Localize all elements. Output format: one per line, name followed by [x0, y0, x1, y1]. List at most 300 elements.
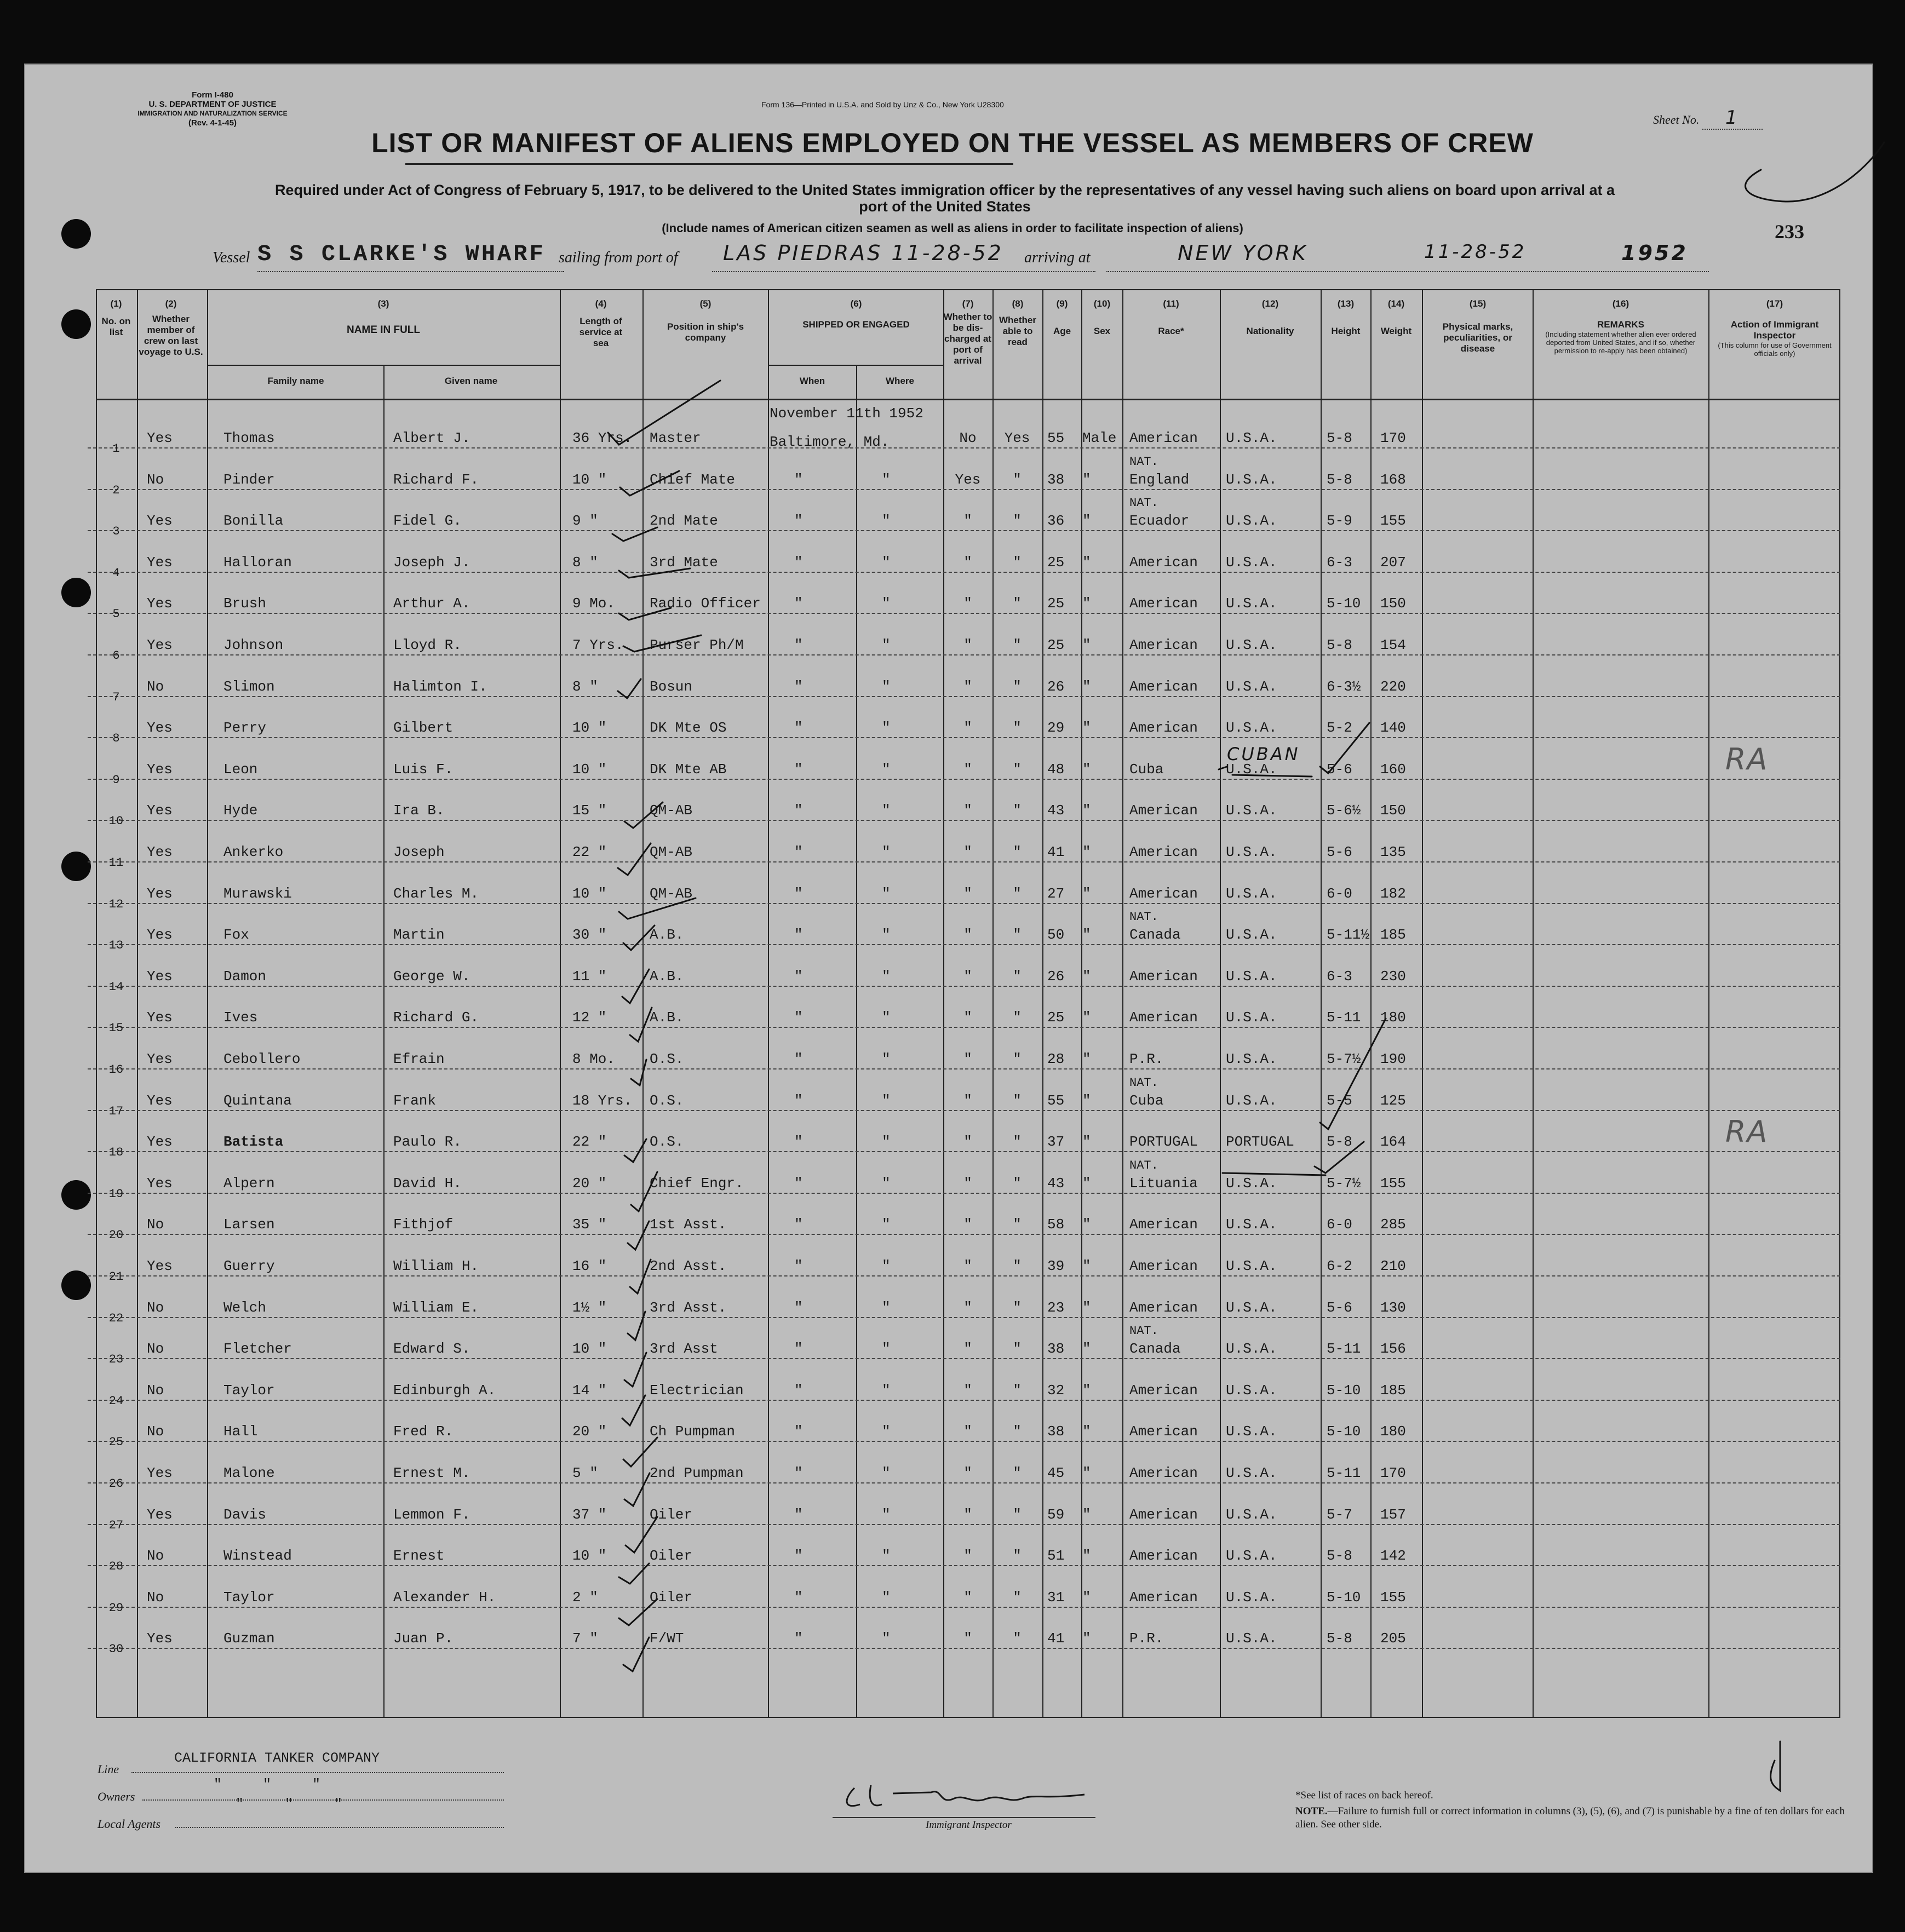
family-name-cell: Slimon — [223, 678, 275, 695]
when-cell: " — [794, 471, 803, 488]
when-cell: " — [794, 1630, 803, 1647]
discharge-cell: " — [963, 554, 972, 571]
read-cell: " — [1013, 1382, 1022, 1399]
read-cell: " — [1013, 927, 1022, 944]
weight-cell: 207 — [1380, 554, 1406, 571]
service-cell: 35 " — [572, 1216, 607, 1233]
nationality-cell: U.S.A. — [1226, 513, 1277, 530]
table-rule — [1122, 289, 1123, 1717]
where-cell: " — [882, 1134, 891, 1151]
row-number: 3 — [112, 525, 120, 539]
age-cell: 58 — [1047, 1216, 1065, 1233]
nationality-cell: U.S.A. — [1226, 430, 1277, 446]
col-num: (8) — [1012, 298, 1024, 309]
height-cell: 6-3½ — [1327, 678, 1361, 695]
read-cell: " — [1013, 1341, 1022, 1358]
read-cell: " — [1013, 513, 1022, 530]
age-cell: 23 — [1047, 1299, 1065, 1316]
prev-cell: Yes — [147, 761, 173, 778]
age-cell: 25 — [1047, 595, 1065, 612]
prev-cell: No — [147, 1382, 164, 1399]
race-cell: American — [1129, 1009, 1198, 1026]
table-rule — [1422, 289, 1423, 1717]
row-number: 17 — [108, 1104, 124, 1118]
position-cell: O.S. — [650, 1134, 684, 1151]
family-name-cell: Cebollero — [223, 1051, 301, 1067]
prev-cell: Yes — [147, 1258, 173, 1274]
height-cell: 5-2 — [1327, 720, 1352, 737]
discharge-cell: " — [963, 678, 972, 695]
nationality-cell: U.S.A. — [1226, 927, 1277, 944]
position-cell: QM-AB — [650, 844, 693, 860]
sex-cell: Male — [1082, 430, 1117, 446]
race-cell: American — [1129, 1465, 1198, 1481]
race-cell: Cuba — [1129, 1092, 1164, 1109]
subtitle — [110, 182, 1780, 215]
sex-cell: " — [1082, 1630, 1091, 1647]
sex-cell: " — [1082, 1548, 1091, 1565]
table-rule — [96, 289, 97, 1717]
position-cell: 2nd Mate — [650, 513, 718, 530]
table-rule — [207, 365, 560, 366]
read-cell: " — [1013, 637, 1022, 653]
weight-cell: 154 — [1380, 637, 1406, 653]
given-name-cell: William H. — [393, 1258, 479, 1274]
family-name-cell: Guzman — [223, 1630, 275, 1647]
owners-label: Owners — [97, 1790, 135, 1803]
service-cell: 36 Yrs. — [572, 430, 633, 446]
race-cell: American — [1129, 1548, 1198, 1565]
col-label: SHIPPED OR ENGAGED — [802, 319, 910, 330]
age-cell: 26 — [1047, 678, 1065, 695]
row-rule — [88, 1317, 1840, 1318]
read-cell: " — [1013, 885, 1022, 902]
read-cell: " — [1013, 1423, 1022, 1440]
prev-cell: No — [147, 1423, 164, 1440]
row-number: 30 — [108, 1642, 124, 1657]
family-name-cell: Hyde — [223, 802, 258, 819]
col-num: (15) — [1469, 298, 1487, 309]
discharge-cell: " — [963, 1134, 972, 1151]
row-number: 16 — [108, 1063, 124, 1077]
read-cell: " — [1013, 1548, 1022, 1565]
position-cell: A.B. — [650, 1009, 684, 1026]
col-num: (14) — [1387, 298, 1405, 309]
subtitle-line-2: port of the United States — [859, 198, 1031, 215]
discharge-cell: " — [963, 1051, 972, 1067]
discharge-cell: " — [963, 1589, 972, 1606]
sex-cell: " — [1082, 1506, 1091, 1523]
row-number: 15 — [108, 1021, 124, 1036]
read-cell: " — [1013, 802, 1022, 819]
given-name-cell: Fred R. — [393, 1423, 454, 1440]
punch-hole — [61, 309, 91, 339]
height-cell: 5-11 — [1327, 1341, 1361, 1358]
given-name-cell: Martin — [393, 927, 445, 944]
title-underline — [405, 163, 1013, 165]
col-num: (13) — [1337, 298, 1355, 309]
row-rule — [88, 1565, 1840, 1566]
age-cell: 41 — [1047, 1630, 1065, 1647]
service-cell: 9 Mo. — [572, 595, 616, 612]
age-cell: 28 — [1047, 1051, 1065, 1067]
position-cell: QM-AB — [650, 885, 693, 902]
prev-cell: Yes — [147, 1009, 173, 1026]
col-label: Position in ship's company — [667, 321, 744, 343]
sex-cell: " — [1082, 1092, 1091, 1109]
where-cell: " — [882, 1465, 891, 1481]
race-cell: American — [1129, 1423, 1198, 1440]
age-cell: 32 — [1047, 1382, 1065, 1399]
sex-cell: " — [1082, 1216, 1091, 1233]
vessel-label: Vessel — [213, 249, 250, 266]
given-name-cell: Fithjof — [393, 1216, 454, 1233]
col7-header — [943, 298, 992, 366]
col-label: Physical marks, peculiarities, or disease — [1442, 321, 1513, 354]
weight-cell: 170 — [1380, 1465, 1406, 1481]
col4-header — [560, 298, 642, 349]
when-cell: " — [794, 1423, 803, 1440]
height-cell: 5-11 — [1327, 1465, 1361, 1481]
col14-header — [1371, 298, 1421, 337]
col6-header — [768, 298, 944, 330]
height-cell: 5-7½ — [1327, 1051, 1361, 1067]
service-cell: 20 " — [572, 1175, 607, 1192]
age-cell: 43 — [1047, 1175, 1065, 1192]
given-name-cell: Fidel G. — [393, 513, 462, 530]
given-name-cell: Gilbert — [393, 720, 454, 737]
row-rule — [88, 447, 1840, 449]
weight-cell: 157 — [1380, 1506, 1406, 1523]
penalty-note — [1295, 1805, 1849, 1831]
position-cell: A.B. — [650, 968, 684, 985]
row-rule — [88, 654, 1840, 656]
service-cell: 18 Yrs. — [572, 1092, 633, 1109]
nationality-cell: PORTUGAL — [1226, 1134, 1294, 1151]
where-cell: " — [882, 802, 891, 819]
col-label: Whether to be dis-charged at port of arrival — [943, 312, 992, 366]
note-label: NOTE. — [1295, 1806, 1328, 1817]
service-cell: 10 " — [572, 720, 607, 737]
inspector-underline — [833, 1817, 1095, 1818]
row-rule — [88, 489, 1840, 490]
given-name-cell: Arthur A. — [393, 595, 470, 612]
prev-cell: Yes — [147, 1051, 173, 1067]
read-cell: " — [1013, 595, 1022, 612]
table-rule — [560, 289, 561, 1717]
position-cell: Oiler — [650, 1548, 693, 1565]
when-cell: " — [794, 1009, 803, 1026]
given-name-cell: Edward S. — [393, 1341, 470, 1358]
race-prefix: NAT. — [1129, 455, 1158, 469]
row-rule — [88, 613, 1840, 614]
row-rule — [88, 779, 1840, 780]
where-cell: " — [882, 1589, 891, 1606]
weight-cell: 135 — [1380, 844, 1406, 860]
read-cell: " — [1013, 1589, 1022, 1606]
service-cell: 22 " — [572, 1134, 607, 1151]
col3-header — [208, 298, 559, 336]
when-cell: " — [794, 554, 803, 571]
col-num: (7) — [962, 298, 974, 309]
col-label: Height — [1331, 326, 1361, 336]
note-text: —Failure to furnish full or correct information in columns (3), (5), (6), and (7) is punishable by a fine of ten dollars for each alien. See other side. — [1295, 1806, 1845, 1830]
read-cell: " — [1013, 678, 1022, 695]
height-cell: 5-10 — [1327, 1423, 1361, 1440]
given-name-cell: Charles M. — [393, 885, 479, 902]
col-num: (17) — [1766, 298, 1783, 309]
family-name-cell: Davis — [223, 1506, 267, 1523]
prev-cell: Yes — [147, 802, 173, 819]
races-note: *See list of races on back hereof. — [1295, 1790, 1433, 1801]
race-cell: American — [1129, 1589, 1198, 1606]
read-cell: " — [1013, 761, 1022, 778]
agents-value: " " " — [236, 1796, 343, 1812]
col-label: No. on list — [101, 316, 131, 337]
read-cell: " — [1013, 554, 1022, 571]
service-cell: 7 " — [572, 1630, 598, 1647]
weight-cell: 285 — [1380, 1216, 1406, 1233]
prev-cell: Yes — [147, 885, 173, 902]
where-header: Where — [886, 376, 914, 386]
col-label: Race* — [1158, 326, 1184, 336]
row-rule — [88, 820, 1840, 821]
row-number: 7 — [112, 690, 120, 704]
nationality-cell: U.S.A. — [1226, 1092, 1277, 1109]
position-cell: 2nd Pumpman — [650, 1465, 744, 1481]
height-cell: 5-8 — [1327, 1134, 1352, 1151]
owners-value: " " " — [214, 1776, 321, 1792]
family-name-cell: Fletcher — [223, 1341, 292, 1358]
row-number: 9 — [112, 773, 120, 787]
weight-cell: 125 — [1380, 1092, 1406, 1109]
table-rule — [1220, 289, 1221, 1717]
stamp-number: 233 — [1775, 221, 1804, 243]
table-rule — [1533, 289, 1534, 1717]
col1-header — [96, 298, 136, 338]
position-cell: 2nd Asst. — [650, 1258, 727, 1274]
col5-header — [644, 298, 767, 343]
service-cell: 12 " — [572, 1009, 607, 1026]
discharge-cell: " — [963, 1009, 972, 1026]
nationality-cell: U.S.A. — [1226, 968, 1277, 985]
family-name-cell: Taylor — [223, 1589, 275, 1606]
row-number: 14 — [108, 980, 124, 994]
table-rule — [992, 289, 994, 1717]
row-number: 25 — [108, 1435, 124, 1450]
nationality-cell: U.S.A. — [1226, 1589, 1277, 1606]
service-cell: 10 " — [572, 1341, 607, 1358]
col-label: REMARKS — [1597, 319, 1644, 330]
position-cell: Radio Officer — [650, 595, 761, 612]
height-cell: 5-10 — [1327, 595, 1361, 612]
col11-header — [1123, 298, 1219, 337]
discharge-cell: " — [963, 513, 972, 530]
sex-cell: " — [1082, 1051, 1091, 1067]
position-cell: Ch Pumpman — [650, 1423, 736, 1440]
row-rule — [88, 1400, 1840, 1401]
position-cell: DK Mte AB — [650, 761, 727, 778]
col-note: (This column for use of Government officials only) — [1718, 341, 1832, 358]
department: U. S. DEPARTMENT OF JUSTICE — [148, 100, 277, 109]
weight-cell: 155 — [1380, 1589, 1406, 1606]
weight-cell: 160 — [1380, 761, 1406, 778]
family-name-cell: Ives — [223, 1009, 258, 1026]
weight-cell: 155 — [1380, 1175, 1406, 1192]
age-cell: 43 — [1047, 802, 1065, 819]
read-cell: " — [1013, 1299, 1022, 1316]
discharge-cell: " — [963, 844, 972, 860]
family-name-cell: Thomas — [223, 430, 275, 446]
table-rule — [1839, 289, 1840, 1717]
read-cell: " — [1013, 720, 1022, 737]
height-cell: 5-8 — [1327, 430, 1352, 446]
nationality-cell: U.S.A. — [1226, 1548, 1277, 1565]
prev-cell: Yes — [147, 1175, 173, 1192]
service-cell: 10 " — [572, 885, 607, 902]
discharge-cell: " — [963, 1175, 972, 1192]
where-cell: " — [882, 1382, 891, 1399]
where-cell: " — [882, 1051, 891, 1067]
given-name-cell: William E. — [393, 1299, 479, 1316]
when-cell: " — [794, 1258, 803, 1274]
table-rule — [137, 289, 138, 1717]
col-num: (3) — [377, 298, 389, 309]
row-number: 21 — [108, 1270, 124, 1284]
line-underline — [131, 1772, 504, 1773]
when-cell: " — [794, 1548, 803, 1565]
family-name-cell: Leon — [223, 761, 258, 778]
sex-cell: " — [1082, 1382, 1091, 1399]
given-name-header: Given name — [444, 376, 498, 386]
weight-cell: 170 — [1380, 430, 1406, 446]
family-name-cell: Quintana — [223, 1092, 292, 1109]
col10-header — [1082, 298, 1122, 337]
agents-label: Local Agents — [97, 1817, 161, 1831]
service-cell: 2 " — [572, 1589, 598, 1606]
when-cell: " — [794, 1506, 803, 1523]
nationality-cell: U.S.A. — [1226, 1382, 1277, 1399]
discharge-cell: " — [963, 720, 972, 737]
given-name-cell: Lemmon F. — [393, 1506, 470, 1523]
service-cell: 8 Mo. — [572, 1051, 616, 1067]
where-cell: " — [882, 1258, 891, 1274]
age-cell: 41 — [1047, 844, 1065, 860]
row-number: 29 — [108, 1601, 124, 1615]
row-number: 19 — [108, 1187, 124, 1201]
race-prefix: NAT. — [1129, 496, 1158, 510]
nationality-cell: U.S.A. — [1226, 1299, 1277, 1316]
position-cell: Oiler — [650, 1506, 693, 1523]
read-cell: " — [1013, 1134, 1022, 1151]
age-cell: 38 — [1047, 471, 1065, 488]
family-name-cell: Damon — [223, 968, 267, 985]
nationality-cell: U.S.A. — [1226, 802, 1277, 819]
table-rule — [96, 399, 1840, 400]
family-name-cell: Halloran — [223, 554, 292, 571]
service-cell: 10 " — [572, 761, 607, 778]
col-num: (2) — [165, 298, 177, 309]
family-name-cell: Hall — [223, 1423, 258, 1440]
discharge-cell: " — [963, 968, 972, 985]
given-name-cell: Joseph — [393, 844, 445, 860]
read-cell: " — [1013, 1506, 1022, 1523]
race-cell: American — [1129, 720, 1198, 737]
height-cell: 6-3 — [1327, 554, 1352, 571]
col-label: Action of Immigrant Inspector — [1730, 319, 1819, 341]
race-cell: American — [1129, 595, 1198, 612]
sex-cell: " — [1082, 1134, 1091, 1151]
col-label: NAME IN FULL — [346, 324, 421, 336]
where-cell: " — [882, 637, 891, 653]
where-cell: " — [882, 1548, 891, 1565]
col-num: (5) — [699, 298, 711, 309]
col9-header — [1043, 298, 1081, 337]
height-cell: 5-6 — [1327, 761, 1352, 778]
row-rule — [88, 696, 1840, 697]
age-cell: 55 — [1047, 1092, 1065, 1109]
where-cell: " — [882, 1299, 891, 1316]
col-num: (4) — [595, 298, 607, 309]
weight-cell: 155 — [1380, 513, 1406, 530]
col-num: (16) — [1612, 298, 1629, 309]
col-num: (10) — [1093, 298, 1111, 309]
age-cell: 37 — [1047, 1134, 1065, 1151]
row-number: 13 — [108, 939, 124, 953]
weight-cell: 190 — [1380, 1051, 1406, 1067]
nationality-cell: U.S.A. — [1226, 1630, 1277, 1647]
where-cell: " — [882, 1216, 891, 1233]
position-cell: Bosun — [650, 678, 693, 695]
given-name-cell: Richard F. — [393, 471, 479, 488]
row-rule — [88, 1358, 1840, 1359]
nationality-cell: U.S.A. — [1226, 1216, 1277, 1233]
row-rule — [88, 1648, 1840, 1649]
nationality-cell: U.S.A. — [1226, 885, 1277, 902]
given-name-cell: Lloyd R. — [393, 637, 462, 653]
row-rule — [88, 903, 1840, 904]
race-cell: P.R. — [1129, 1630, 1164, 1647]
weight-cell: 220 — [1380, 678, 1406, 695]
prev-cell: No — [147, 1299, 164, 1316]
when-cell: " — [794, 1465, 803, 1481]
row-rule — [88, 1524, 1840, 1525]
subtitle-line-1: Required under Act of Congress of February 5, 1917, to be delivered to the United States immigration officer by the representatives of any vessel having such aliens on board upon arrival at a — [274, 182, 1615, 198]
weight-cell: 185 — [1380, 1382, 1406, 1399]
row-rule — [88, 1482, 1840, 1484]
nationality-cell: U.S.A. — [1226, 720, 1277, 737]
race-cell: American — [1129, 554, 1198, 571]
position-cell: 1st Asst. — [650, 1216, 727, 1233]
family-name-cell: Batista — [223, 1134, 284, 1151]
family-name-header: Family name — [267, 376, 324, 386]
given-name-cell: Ira B. — [393, 802, 445, 819]
age-cell: 50 — [1047, 927, 1065, 944]
row-number: 1 — [112, 442, 120, 456]
age-cell: 25 — [1047, 554, 1065, 571]
table-rule — [96, 1717, 1840, 1718]
read-cell: " — [1013, 844, 1022, 860]
printer-line: Form 136—Printed in U.S.A. and Sold by Unz & Co., New York U28300 — [761, 100, 1004, 109]
to-port: NEW YORK — [1178, 241, 1308, 265]
col-note: (Including statement whether alien ever ordered deported from United States, and if so, whether permission to re-apply has been obtained) — [1545, 330, 1696, 355]
given-name-cell: Luis F. — [393, 761, 454, 778]
row-rule — [88, 1110, 1840, 1111]
row-number: 12 — [108, 897, 124, 911]
sex-cell: " — [1082, 1175, 1091, 1192]
sex-cell: " — [1082, 885, 1091, 902]
sex-cell: " — [1082, 1341, 1091, 1358]
